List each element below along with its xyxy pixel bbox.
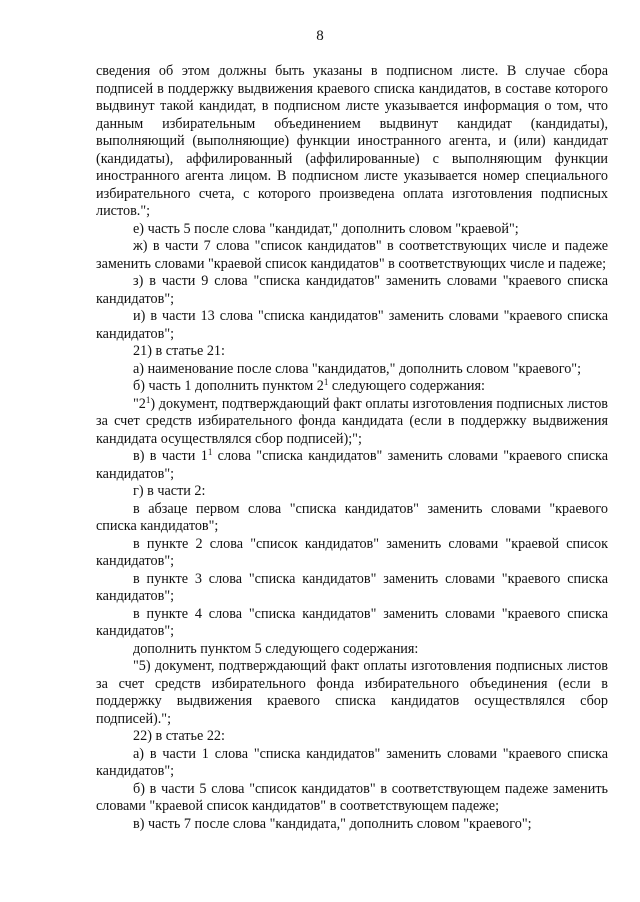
paragraph: з) в части 9 слова "списка кандидатов" заменить словами "краевого списка кандидатов"; bbox=[96, 273, 608, 307]
page-number: 8 bbox=[316, 28, 324, 44]
paragraph: дополнить пунктом 5 следующего содержания: bbox=[133, 640, 419, 657]
paragraph: е) часть 5 после слова "кандидат," дополнить словом "краевой"; bbox=[133, 220, 519, 237]
paragraph-text: "2 bbox=[133, 395, 146, 412]
paragraph-text: следующего содержания: bbox=[328, 378, 485, 394]
paragraph: а) в части 1 слова "списка кандидатов" заменить словами "краевого списка кандидатов"; bbox=[96, 745, 608, 779]
paragraph: в пункте 2 слова "список кандидатов" заменить словами "краевой список кандидатов"; bbox=[96, 535, 608, 569]
paragraph: в абзаце первом слова "списка кандидатов" заменить словами "краевого списка кандидатов"; bbox=[96, 500, 608, 534]
paragraph: сведения об этом должны быть указаны в подписном листе. В случае сбора подписей в поддержку выдвижения краевого списка кандидатов, в составе которого выдвинут такой кандидат, в подписном листе указывается информация о том, что данным избирательным объединением выдвинут кандидат (кандидаты), выполняющий (выполняющие) функции иностранного агента, и (или) кандидат (кандидаты), аффилированный (аффилированные) с выполняющим функции иностранного агента лицом. В подписном листе указывается номер специального избирательного счета, с которого произведена оплата изготовления подписных листов."; bbox=[96, 63, 608, 219]
paragraph: "5) документ, подтверждающий факт оплаты изготовления подписных листов за счет средств избирательного фонда избирательного объединения (если в поддержку выдвижения краевого списка кандидатов осуществлялся сбор подписей)."; bbox=[96, 658, 608, 727]
paragraph: 22) в статье 22: bbox=[133, 728, 225, 744]
paragraph-text: ) документ, подтверждающий факт оплаты изготовления подписных листов за счет средств избирательного фонда кандидата (если в поддержку выдвижения кандидата осуществлялся сбор подписей);"; bbox=[96, 395, 608, 447]
paragraph: 21) в статье 21: bbox=[133, 343, 225, 359]
superscript: 1 bbox=[207, 447, 213, 457]
paragraph: г) в части 2: bbox=[133, 483, 206, 499]
paragraph: и) в части 13 слова "списка кандидатов" заменить словами "краевого списка кандидатов"; bbox=[96, 308, 608, 342]
paragraph bbox=[96, 378, 608, 396]
paragraph: ж) в части 7 слова "список кандидатов" в соответствующих числе и падеже заменить словами "краевой список кандидатов" в соответствующих числе и падеже; bbox=[96, 238, 608, 272]
paragraph bbox=[96, 396, 608, 449]
paragraph: в) часть 7 после слова "кандидата," дополнить словом "краевого"; bbox=[133, 815, 532, 832]
paragraph-text: слова "списка кандидатов" заменить словами "краевого списка кандидатов"; bbox=[96, 448, 608, 482]
superscript: 1 bbox=[145, 394, 151, 405]
paragraph bbox=[96, 448, 608, 483]
paragraph-text: в) в части 1 bbox=[133, 448, 208, 464]
paragraph: в пункте 4 слова "списка кандидатов" заменить словами "краевого списка кандидатов"; bbox=[96, 605, 608, 639]
paragraph-text: б) часть 1 дополнить пунктом 2 bbox=[133, 378, 324, 394]
document-body bbox=[96, 63, 608, 833]
paragraph: б) в части 5 слова "список кандидатов" в соответствующем падеже заменить словами "краевой список кандидатов" в соответствующем падеже; bbox=[96, 780, 608, 814]
superscript: 1 bbox=[323, 377, 329, 387]
paragraph: а) наименование после слова "кандидатов," дополнить словом "краевого"; bbox=[133, 360, 582, 377]
paragraph: в пункте 3 слова "списка кандидатов" заменить словами "краевого списка кандидатов"; bbox=[96, 570, 608, 604]
